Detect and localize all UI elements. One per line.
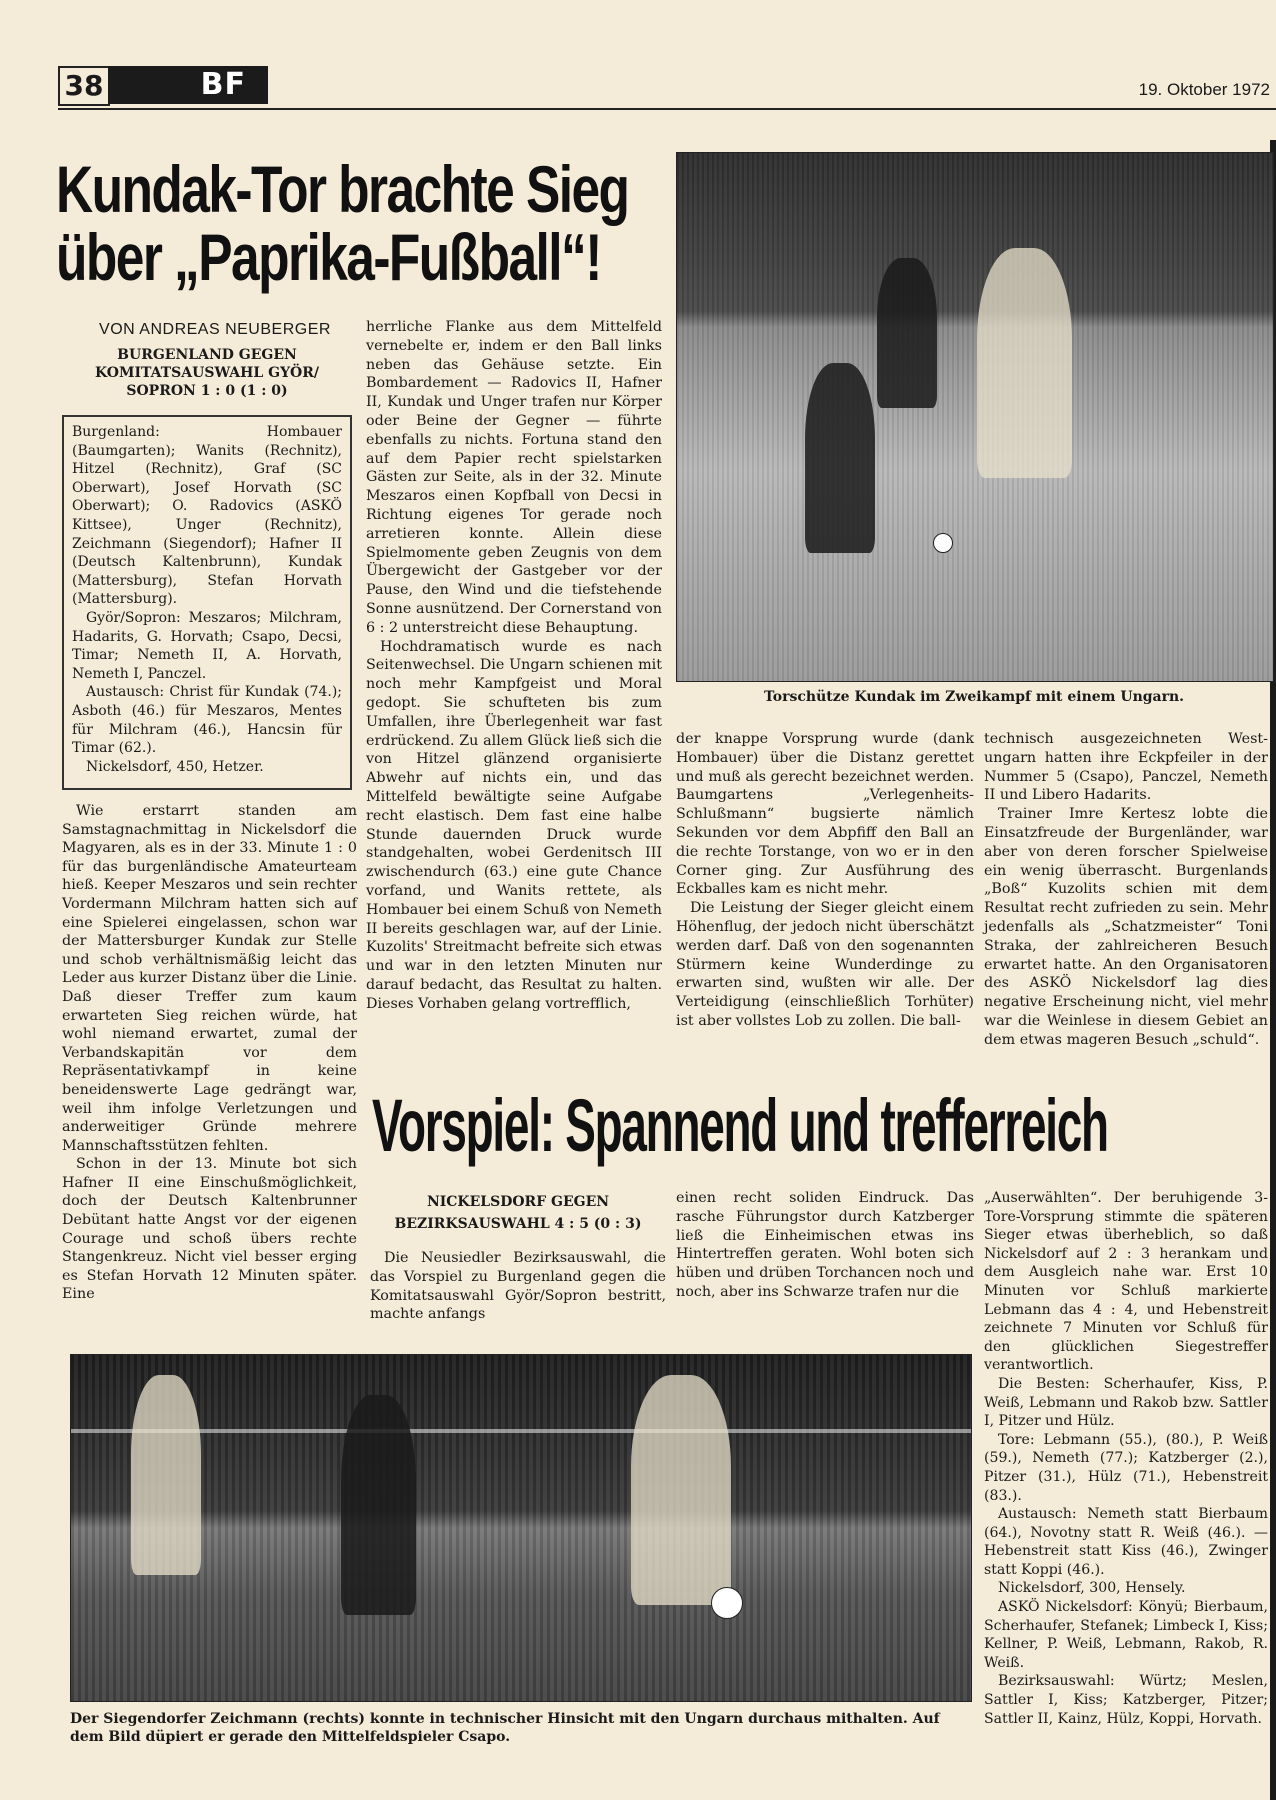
- issue-date: 19. Oktober 1972: [1138, 80, 1270, 99]
- fence-rail: [71, 1429, 971, 1433]
- player-silhouette: [131, 1375, 201, 1575]
- lineup-venue: Nickelsdorf, 450, Hetzer.: [86, 758, 264, 775]
- header-rule: [58, 108, 1276, 110]
- page-number: 38: [58, 66, 110, 106]
- paragraph: Die Besten: Scherhaufer, Kiss, P. Weiß, Lebmann und Rakob bzw. Sattler I, Pitzer und Hülz.: [984, 1375, 1268, 1430]
- paragraph: Die Leistung der Sieger gleicht einem Höhenflug, der jedoch nicht überschätzt werden darf. Daß von den sogenannten Stürmern keine Wunderdinge zu erwarten sind, wußten wir alle. Der Verteidigung (einschließlich Torhüter) ist aber vollstes Lob zu zollen. Die ball-: [676, 900, 974, 1029]
- paragraph: Nickelsdorf, 300, Hensely.: [998, 1580, 1186, 1597]
- ball-icon: [933, 533, 953, 553]
- photo-caption-2: Der Siegendorfer Zeichmann (rechts) konnte in technischer Hinsicht mit den Ungarn durchaus mithalten. Auf dem Bild düpiert er gerade den Mittelfeldspieler Csapo.: [70, 1711, 940, 1745]
- match-subhead: [62, 346, 352, 400]
- player-silhouette: [631, 1375, 731, 1605]
- subhead-line: KOMITATSAUSWAHL GYÖR/: [94, 365, 320, 381]
- paragraph: Hochdramatisch wurde es nach Seitenwechsel. Die Ungarn schienen mit noch mehr Kampfgeist und Moral gedopt. Sie schufteten bis zum Umfallen, ihre Überlegenheit war fast erdrückend. Zu allem Glück ließ sich die von Hitzel glänzend organisierte Abwehr auf nichts ein, und das Mittelfeld bewältigte seine Aufgabe recht elastisch. Dem fast eine halbe Stunde dauernden Druck wurde standgehalten, wobei Gerdenitsch III zwischendurch (63.) eine gute Chance vorfand, und Wanits rettete, als Hombauer bei einem Schuß von Nemeth II bereits geschlagen war, auf der Linie. Kuzolits' Streitmacht befreite sich etwas und war in den letzten Minuten nur darauf bedacht, das Resultat zu halten. Dieses Vorhaben gelang vortrefflich,: [366, 638, 662, 1012]
- article2-column-2: [370, 1249, 666, 1324]
- headline-line-2: über „Paprika-Fußball“!: [56, 220, 601, 294]
- article1-column-4: [984, 730, 1268, 1050]
- vorspiel-subhead: [370, 1193, 666, 1233]
- paragraph: Trainer Imre Kertesz lobte die Einsatzfreude der Burgenländer, war aber von deren forscher Spielweise ein wenig überrascht. Burgenlands „Boß“ Kuzolits schien mit dem Resultat recht zufrieden zu sein. Mehr jedenfalls als „Schatzmeister“ Toni Straka, der zahlreicheren Besuch erwartet hatte. An den Organisatoren des ASKÖ Nickelsdorf lag dies negative Erscheinung nicht, viel mehr war die Weinlese in diesem Gebiet an dem etwas mageren Besuch „schuld“.: [984, 806, 1268, 1048]
- paragraph: Wie erstarrt standen am Samstagnachmittag in Nickelsdorf die Magyaren, als es in der 33. Minute 1 : 0 für das burgenländische Amateurteam hieß. Keeper Meszaros und sein rechter Vordermann Milchram hatten sich auf eine Spielerei eingelassen, schon war der Mattersburger Kundak zur Stelle und schob verhältnismäßig leicht das Leder aus kurzer Distanz über die Linie. Daß dieser Treffer zum kaum erwarteten Sieg reichen würde, hat wohl niemand erwartet, zumal der Verbandskapitän vor dem Repräsentativkampf in keine beneidenswerte Lage gedrängt war, weil ihm infolge Verletzungen und anderweitiger Gründe mehrere Mannschaftsstützen fehlten.: [62, 803, 357, 1154]
- lineup-box: [62, 415, 352, 790]
- paragraph: Schon in der 13. Minute bot sich Hafner II eine Einschußmöglichkeit, doch der Deutsch Kaltenbrunner Debütant hatte Angst vor der eigenen Courage und schoß übers rechte Stangenkreuz. Nicht viel besser erging es Stefan Horvath 12 Minuten später. Eine: [62, 1156, 357, 1303]
- paragraph: herrliche Flanke aus dem Mittelfeld vernebelte er, indem er den Ball links neben das Gehäuse setzte. Ein Bombardement — Radovics II, Hafner II, Kundak und Unger trafen nur Körper oder Beine der Gegner — führte ebenfalls zu nichts. Fortuna stand den auf dem Papier recht spielstarken Gästen zur Seite, als in der 32. Minute Meszaros einen Kopfball von Decsi in Richtung eigenes Tor gerade noch arretieren konnte. Allein diese Spielmomente geben Zeugnis von dem Übergewicht der Gastgeber vor der Pause, den Wind und die tiefstehende Sonne ausnützend. Der Cornerstand von 6 : 2 unterstreicht diese Behauptung.: [366, 319, 662, 636]
- article2-column-4: [984, 1189, 1268, 1728]
- section-banner: BF: [108, 66, 268, 104]
- paragraph: Tore: Lebmann (55.), (80.), P. Weiß (59.), Nemeth (77.); Katzberger (2.), Pitzer (31.), Hülz (71.), Hebenstreit (83.).: [984, 1431, 1268, 1504]
- article1-column-3: [676, 730, 974, 1031]
- subhead-line: NICKELSDORF GEGEN: [426, 1194, 610, 1210]
- player-silhouette: [341, 1395, 416, 1615]
- article2-column-3: [676, 1189, 974, 1302]
- subhead-line: BURGENLAND GEGEN: [117, 347, 297, 363]
- player-silhouette: [805, 363, 875, 553]
- paragraph: technisch ausgezeichneten Westungarn hatten ihre Eckpfeiler in der Nummer 5 (Csapo), Panczel, Nemeth II und Libero Hadarits.: [984, 731, 1268, 804]
- headline-line-1: Kundak-Tor brachte Sieg: [56, 152, 629, 226]
- photo-kundak-duel: [676, 152, 1274, 682]
- player-silhouette: [877, 258, 937, 408]
- lineup-burgenland: Burgenland: Hombauer (Baumgarten); Wanits (Rechnitz), Hitzel (Rechnitz), Graf (SC Oberwart), Josef Horvath (SC Oberwart); O. Radovics (ASKÖ Kittsee), Unger (Rechnitz), Zeichmann (Siegendorf); Hafner II (Deutsch Kaltenbrunn), Kundak (Mattersburg), Stefan Horvath (Mattersburg).: [72, 424, 342, 608]
- paragraph: Austausch: Nemeth statt Bierbaum (64.), Novotny statt R. Weiß (46.). — Hebenstreit statt Kiss (46.), Zwinger statt Koppi (46.).: [984, 1506, 1268, 1578]
- paragraph: ASKÖ Nickelsdorf: Könyü; Bierbaum, Scherhaufer, Stefanek; Limbeck I, Kiss; Kellner, P. Weiß, Lebmann, Rakob, R. Weiß.: [984, 1599, 1268, 1671]
- subhead-line: BEZIRKSAUSWAHL 4 : 5 (0 : 3): [394, 1216, 642, 1232]
- article1-column-1: [62, 802, 357, 1304]
- paragraph: Bezirksauswahl: Würtz; Meslen, Sattler I, Kiss; Katzberger, Pitzer; Sattler II, Kainz, Hülz, Koppi, Horvath.: [984, 1673, 1268, 1727]
- paragraph: einen recht soliden Eindruck. Das rasche Führungstor durch Katzberger ließ die Einheimischen etwas ins Hintertreffen geraten. Wohl boten sich hüben und drüben Torchancen noch und noch, aber ins Schwarze trafen nur die: [676, 1190, 974, 1300]
- lineup-substitutions: Austausch: Christ für Kundak (74.); Asboth (46.) für Meszaros, Mentes für Milchram (46.), Hancsin für Timar (62.).: [72, 684, 342, 757]
- player-silhouette: [977, 248, 1072, 478]
- paragraph: der knappe Vorsprung wurde (dank Hombauer) über die Distanz gerettet und muß als gerecht bezeichnet werden. Baumgartens „Verlegenheits-Schlußmann“ bugsierte nämlich Sekunden vor dem Abpfiff den Ball an die rechte Torstange, von wo er in den Corner ging. Zur Ausführung des Eckballes kam es nicht mehr.: [676, 731, 974, 898]
- subhead-line: SOPRON 1 : 0 (1 : 0): [126, 383, 288, 399]
- headline-vorspiel: Vorspiel: Spannend und trefferreich: [372, 1084, 1108, 1167]
- photo-zeichmann-csapo: [70, 1354, 972, 1702]
- ball-icon: [711, 1587, 743, 1619]
- photo-caption-1: Torschütze Kundak im Zweikampf mit einem Ungarn.: [763, 689, 1185, 705]
- paragraph: „Auserwählten“. Der beruhigende 3-Tore-Vorsprung stimmte die späteren Sieger etwas überheblich, so daß Nickelsdorf auf 2 : 3 herankam und dem Ausgleich nahe war. Erst 10 Minuten vor Schluß markierte Lebmann das 4 : 4, und Hebenstreit zeichnete 7 Minuten vor Schluß für den glücklichen Siegestreffer verantwortlich.: [984, 1190, 1268, 1374]
- lineup-gyor-sopron: Györ/Sopron: Meszaros; Milchram, Hadarits, G. Horvath; Csapo, Decsi, Timar; Nemeth II, A. Horvath, Nemeth I, Panczel.: [72, 609, 342, 682]
- article1-column-2: [366, 318, 662, 1013]
- paragraph: Die Neusiedler Bezirksauswahl, die das Vorspiel zu Burgenland gegen die Komitatsauswahl Györ/Sopron bestritt, machte anfangs: [370, 1250, 666, 1323]
- byline: VON ANDREAS NEUBERGER: [99, 321, 331, 338]
